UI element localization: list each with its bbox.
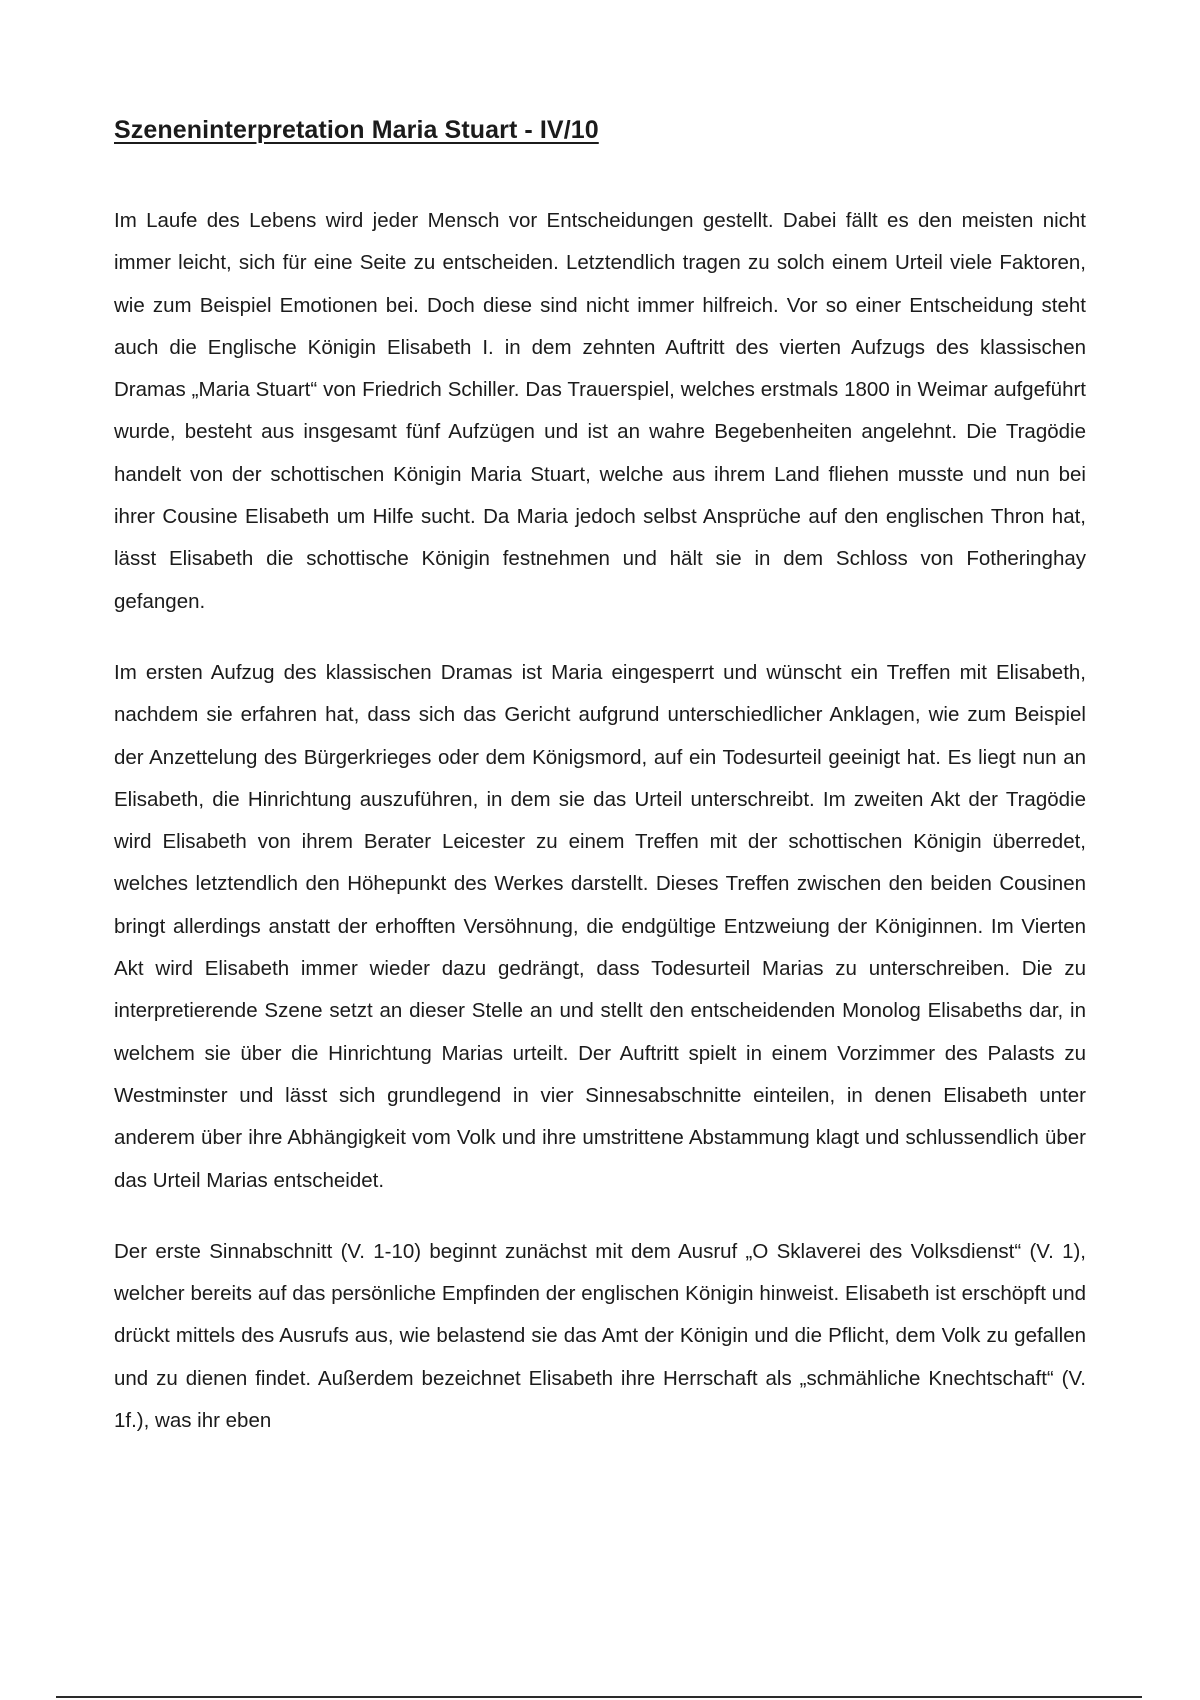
- page-bottom-divider: [56, 1696, 1142, 1698]
- document-title: Szeneninterpretation Maria Stuart - IV/10: [114, 116, 599, 144]
- paragraph-first-section: Der erste Sinnabschnitt (V. 1-10) beginnt zunächst mit dem Ausruf „O Sklaverei des Volksdienst“ (V. 1), welcher bereits auf das persönliche Empfinden der englischen Königin hinweist. Elisabeth ist erschöpft und drückt mittels des Ausrufs aus, wie belastend sie das Amt der Königin und die Pflicht, dem Volk zu gefallen und zu dienen findet. Außerdem bezeichnet Elisabeth ihre Herrschaft als „schmähliche Knechtschaft“ (V. 1f.), was ihr eben: [114, 1239, 1086, 1433]
- document-body: [114, 200, 1086, 1471]
- paragraph-plot-context: Im ersten Aufzug des klassischen Dramas ist Maria eingesperrt und wünscht ein Treffen mit Elisabeth, nachdem sie erfahren hat, dass sich das Gericht aufgrund unterschiedlicher Anklagen, wie zum Beispiel der Anzettelung des Bürgerkrieges oder dem Königsmord, auf ein Todesurteil geeinigt hat. Es liegt nun an Elisabeth, die Hinrichtung auszuführen, in dem sie das Urteil unterschreibt. Im zweiten Akt der Tragödie wird Elisabeth von ihrem Berater Leicester zu einem Treffen mit der schottischen Königin überredet, welches letztendlich den Höhepunkt des Werkes darstellt. Dieses Treffen zwischen den beiden Cousinen bringt allerdings anstatt der erhofften Versöhnung, die endgültige Entzweiung der Königinnen. Im Vierten Akt wird Elisabeth immer wieder dazu gedrängt, dass Todesurteil Marias zu unterschreiben. Die zu interpretierende Szene setzt an dieser Stelle an und stellt den entscheidenden Monolog Elisabeths dar, in welchem sie über die Hinrichtung Marias urteilt. Der Auftritt spielt in einem Vorzimmer des Palasts zu Westminster und lässt sich grundlegend in vier Sinnesabschnitte einteilen, in denen Elisabeth unter anderem über ihre Abhängigkeit vom Volk und ihre umstrittene Abstammung klagt und schlussendlich über das Urteil Marias entscheidet.: [114, 660, 1086, 1192]
- paragraph-introduction: Im Laufe des Lebens wird jeder Mensch vor Entscheidungen gestellt. Dabei fällt es den meisten nicht immer leicht, sich für eine Seite zu entscheiden. Letztendlich tragen zu solch einem Urteil viele Faktoren, wie zum Beispiel Emotionen bei. Doch diese sind nicht immer hilfreich. Vor so einer Entscheidung steht auch die Englische Königin Elisabeth I. in dem zehnten Auftritt des vierten Aufzugs des klassischen Dramas „Maria Stuart“ von Friedrich Schiller. Das Trauerspiel, welches erstmals 1800 in Weimar aufgeführt wurde, besteht aus insgesamt fünf Aufzügen und ist an wahre Begebenheiten angelehnt. Die Tragödie handelt von der schottischen Königin Maria Stuart, welche aus ihrem Land fliehen musste und nun bei ihrer Cousine Elisabeth um Hilfe sucht. Da Maria jedoch selbst Ansprüche auf den englischen Thron hat, lässt Elisabeth die schottische Königin festnehmen und hält sie in dem Schloss von Fotheringhay gefangen.: [114, 209, 1086, 613]
